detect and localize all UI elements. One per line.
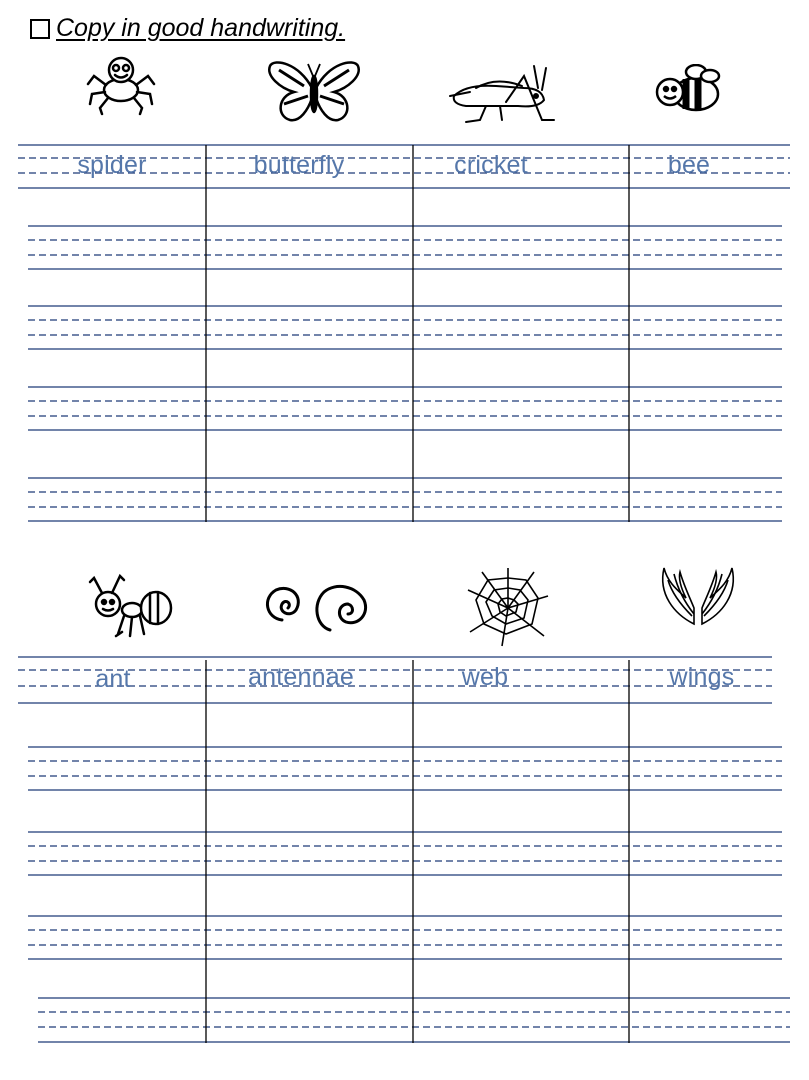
word-cricket: cricket	[454, 151, 528, 179]
word-ant: ant	[95, 665, 131, 693]
word-web: web	[461, 663, 509, 691]
word-spider: spider	[77, 151, 147, 179]
word-bee: bee	[667, 151, 711, 179]
section1-grid	[18, 145, 790, 522]
section2-grid	[18, 657, 790, 1043]
instruction-text: Copy in good handwriting.	[56, 14, 346, 42]
word-wings: wings	[669, 663, 735, 691]
word-butterfly: butterfly	[253, 151, 345, 179]
word-antennae: antennae	[248, 663, 354, 691]
